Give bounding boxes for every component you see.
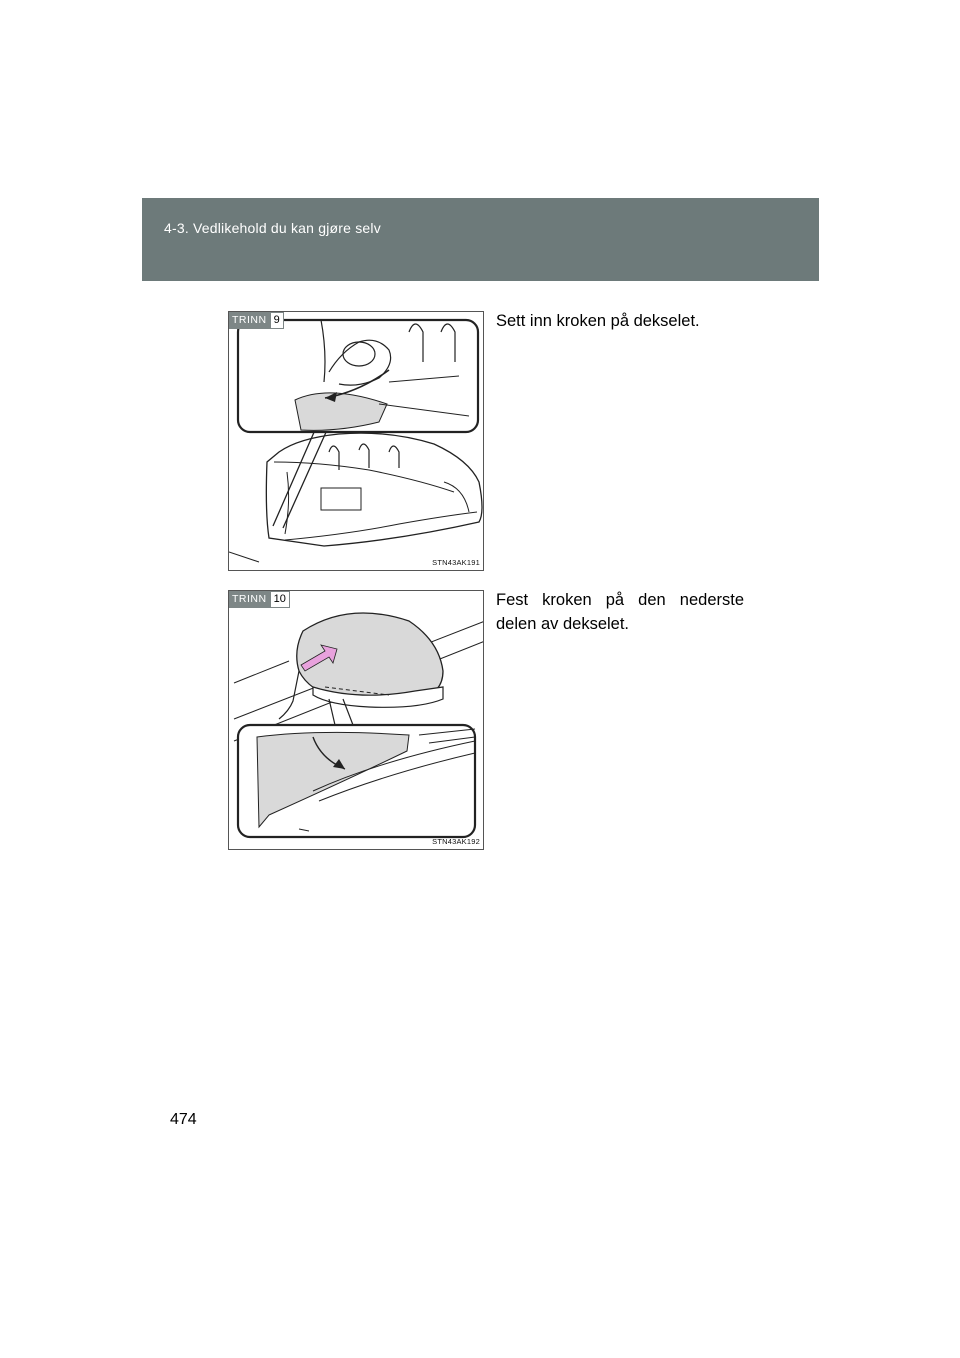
step-number: 10 [270,591,290,608]
section-header [142,198,819,281]
step-10-instruction: Fest kroken på den nederste delen av dekselet. [496,591,744,633]
step-badge [229,312,284,329]
figure-code: STN43AK191 [432,558,480,567]
step-10-figure [228,590,484,850]
step-9-instruction: Sett inn kroken på dekselet. [496,312,700,330]
figure-code: STN43AK192 [432,837,480,846]
step-9-figure [228,311,484,571]
step-label: TRINN [229,312,270,329]
mirror-cover-illustration [229,591,484,850]
step-badge [229,591,290,608]
mirror-hook-illustration [229,312,484,571]
step-number: 9 [270,312,284,329]
step-label: TRINN [229,591,270,608]
section-title: 4-3. Vedlikehold du kan gjøre selv [164,220,381,236]
page-number: 474 [170,1111,197,1128]
